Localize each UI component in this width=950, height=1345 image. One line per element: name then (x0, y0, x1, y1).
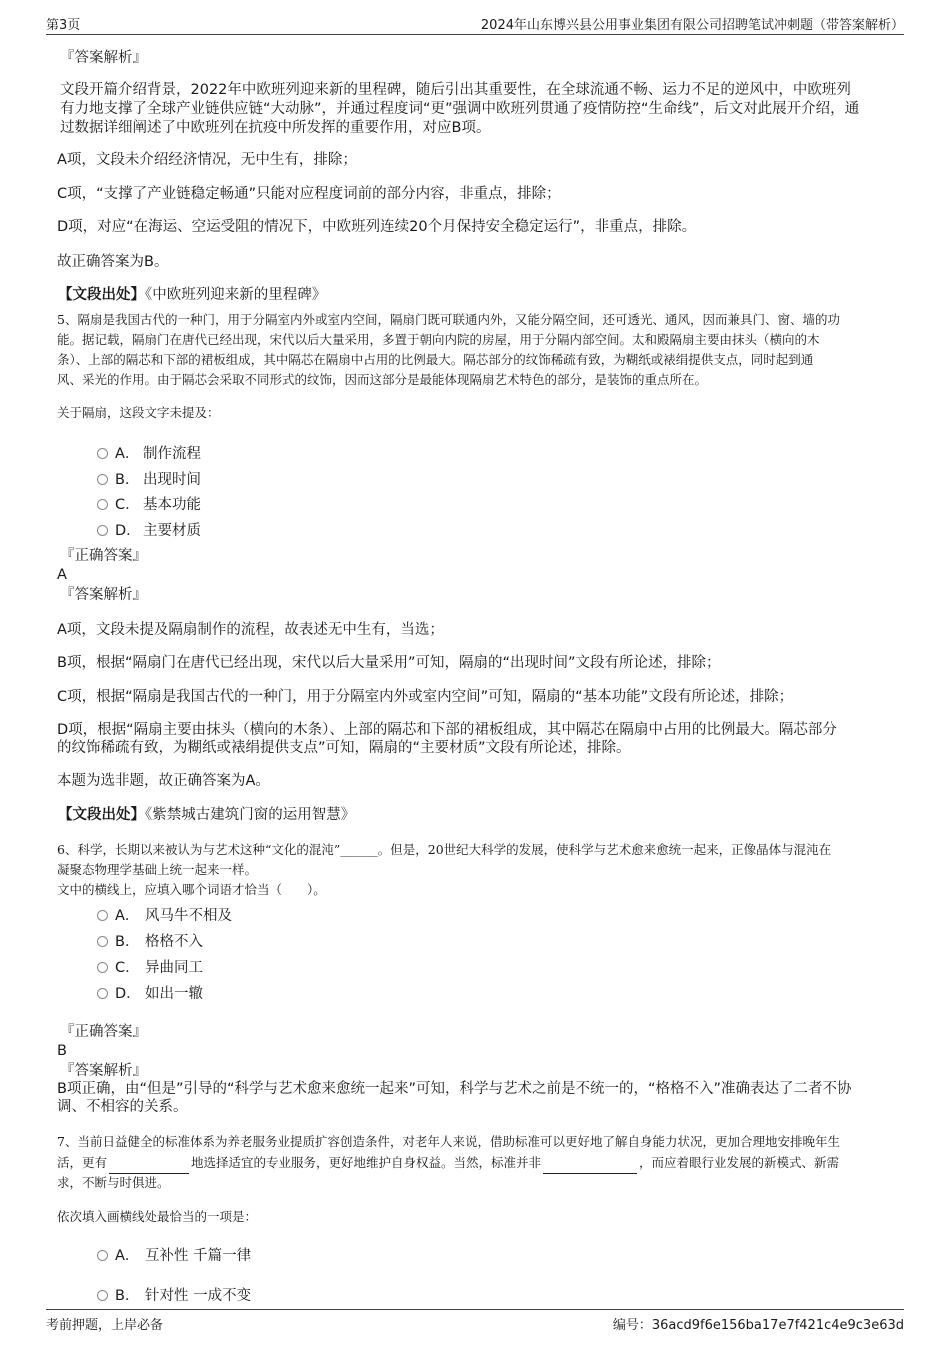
q5-option-d[interactable]: D． 主要材质 (97, 519, 201, 540)
document-code: 编号：36acd9f6e156ba17e7f421c4e9c3e63d (612, 1318, 904, 1333)
q7-text-line-2: 活，更有 地选择适宜的专业服务，更好地维护自身权益。当然，标准并非 ，而应着眼行业发展的新模式、新需 (57, 1153, 839, 1174)
radio-icon[interactable] (97, 1250, 108, 1261)
page-footer (46, 1309, 904, 1336)
q6-analysis-line-2: 调、不相容的关系。 (57, 1099, 188, 1115)
q7-text-line-1: 7、当前日益健全的标准体系为养老服务业提质扩容创造条件，对老年人来说，借助标准可以更好地了解自身能力状况，更加合理地安排晚年生 (57, 1134, 840, 1149)
q7-option-b[interactable]: B． 针对性 一成不变 (97, 1284, 251, 1305)
radio-icon[interactable] (97, 474, 108, 485)
radio-icon[interactable] (97, 988, 108, 999)
q7-blank-2 (543, 1153, 637, 1174)
q5-prompt: 关于隔扇，这段文字未提及： (57, 405, 220, 420)
q5-option-b[interactable]: B． 出现时间 (97, 468, 201, 489)
q5-option-a[interactable]: A． 制作流程 (97, 442, 201, 463)
radio-icon[interactable] (97, 1290, 108, 1301)
q6-answer: B (57, 1043, 67, 1059)
radio-icon[interactable] (97, 448, 108, 459)
q5-analysis-b: B项，根据“隔扇门在唐代已经出现，宋代以后大量采用”可知，隔扇的“出现时间”文段有所论述，排除； (57, 655, 721, 671)
q5-text-line-1: 5、隔扇是我国古代的一种门，用于分隔室内外或室内空间，隔扇门既可联通内外，又能分隔空间，还可透光、通风，因而兼具门、窗、墙的功 (57, 312, 840, 327)
q7-option-a[interactable]: A． 互补性 千篇一律 (97, 1244, 251, 1265)
page-number: 第3页 (46, 18, 81, 33)
analysis-intro-line-1: 文段开篇介绍背景，2022年中欧班列迎来新的里程碑，随后引出其重要性，在全球流通不畅、运力不足的逆风中，中欧班列 (60, 82, 851, 98)
q7-text-line-3: 求，不断与时俱进。 (57, 1175, 170, 1190)
analysis-intro-line-3: 过数据详细阐述了中欧班列在抗疫中所发挥的重要作用，对应B项。 (60, 120, 491, 136)
q5-text-line-4: 风、采光的作用。由于隔芯会采取不同形式的纹饰，因而这部分是最能体现隔扇艺术特色的部分，是装饰的重点所在。 (57, 372, 708, 387)
q5-answer: A (57, 567, 67, 583)
radio-icon[interactable] (97, 499, 108, 510)
q6-option-c[interactable]: C． 异曲同工 (97, 956, 203, 977)
analysis-option-a: A项，文段未介绍经济情况，无中生有，排除； (57, 152, 357, 168)
q6-answer-label: 『正确答案』 (60, 1024, 147, 1040)
q5-analysis-d-line-2: 的纹饰稀疏有致，为糊纸或裱绢提供支点”可知，隔扇的“主要材质”文段有所论述，排除。 (57, 740, 631, 756)
document-title: 2024年山东博兴县公用事业集团有限公司招聘笔试冲刺题（带答案解析） (480, 18, 904, 33)
q5-text-line-2: 能。据记载，隔扇门在唐代已经出现，宋代以后大量采用，多置于朝向内院的房屋，用于分隔内部空间。太和殿隔扇主要由抹头（横向的木 (57, 332, 820, 347)
q6-text-line-2: 凝聚态物理学基础上统一起来一样。 (57, 862, 258, 877)
q6-analysis-line-1: B项正确，由“但是”引导的“科学与艺术愈来愈统一起来”可知，科学与艺术之前是不统一的，“格格不入”准确表达了二者不协 (57, 1081, 852, 1097)
radio-icon[interactable] (97, 936, 108, 947)
page-header (46, 14, 904, 35)
radio-icon[interactable] (97, 962, 108, 973)
q6-option-d[interactable]: D． 如出一辙 (97, 982, 203, 1003)
analysis-option-d: D项，对应“在海运、空运受阻的情况下，中欧班列连续20个月保持安全稳定运行”，非重点，排除。 (57, 219, 697, 235)
source-line (58, 286, 326, 304)
q5-conclusion: 本题为选非题，故正确答案为A。 (57, 773, 270, 789)
q5-text-line-3: 条）、上部的隔芯和下部的裙板组成，其中隔芯在隔扇中占用的比例最大。隔芯部分的纹饰稀疏有致，为糊纸或裱绢提供支点，同时起到通 (57, 352, 814, 367)
q5-answer-label: 『正确答案』 (60, 548, 147, 564)
analysis-intro-line-2: 有力地支撑了全球产业链供应链“大动脉”，并通过程度词“更”强调中欧班列贯通了疫情防控“生命线”，后文对此展开介绍，通 (60, 101, 860, 117)
q6-option-a[interactable]: A． 风马牛不相及 (97, 904, 232, 925)
q6-prompt: 文中的横线上，应填入哪个词语才恰当（ ）。 (57, 882, 326, 897)
source-title: 《中欧班列迎来新的里程碑》 (145, 287, 327, 303)
q5-analysis-d-line-1: D项，根据“隔扇主要由抹头（横向的木条）、上部的隔芯和下部的裙板组成，其中隔芯在隔扇中占用的比例最大。隔芯部分 (57, 722, 837, 738)
q6-option-b[interactable]: B． 格格不入 (97, 930, 203, 951)
q5-source-title: 《紫禁城古建筑门窗的运用智慧》 (145, 807, 356, 823)
q5-analysis-c: C项，根据“隔扇是我国古代的一种门，用于分隔室内外或室内空间”可知，隔扇的“基本功能”文段有所论述，排除； (57, 689, 794, 705)
q6-analysis-label: 『答案解析』 (60, 1063, 147, 1079)
q7-blank-1 (109, 1153, 189, 1174)
analysis-conclusion: 故正确答案为B。 (57, 254, 169, 270)
footer-slogan: 考前押题，上岸必备 (46, 1318, 164, 1333)
q5-analysis-label: 『答案解析』 (60, 587, 147, 603)
q5-source-line (58, 806, 355, 824)
q5-analysis-a: A项，文段未提及隔扇制作的流程，故表述无中生有，当选； (57, 622, 444, 638)
q7-prompt: 依次填入画横线处最恰当的一项是： (57, 1209, 258, 1224)
q5-option-c[interactable]: C． 基本功能 (97, 493, 201, 514)
radio-icon[interactable] (97, 910, 108, 921)
analysis-label: 『答案解析』 (60, 50, 147, 66)
analysis-option-c: C项，“支撑了产业链稳定畅通”只能对应程度词前的部分内容，非重点，排除； (57, 186, 561, 202)
radio-icon[interactable] (97, 525, 108, 536)
q6-text-line-1: 6、科学，长期以来被认为与艺术这种“文化的混沌”______。但是，20世纪大科学的发展，使科学与艺术愈来愈统一起来，正像晶体与混沌在 (57, 842, 832, 857)
source-tag: 【文段出处】 (58, 287, 145, 303)
q5-source-tag: 【文段出处】 (58, 807, 145, 823)
